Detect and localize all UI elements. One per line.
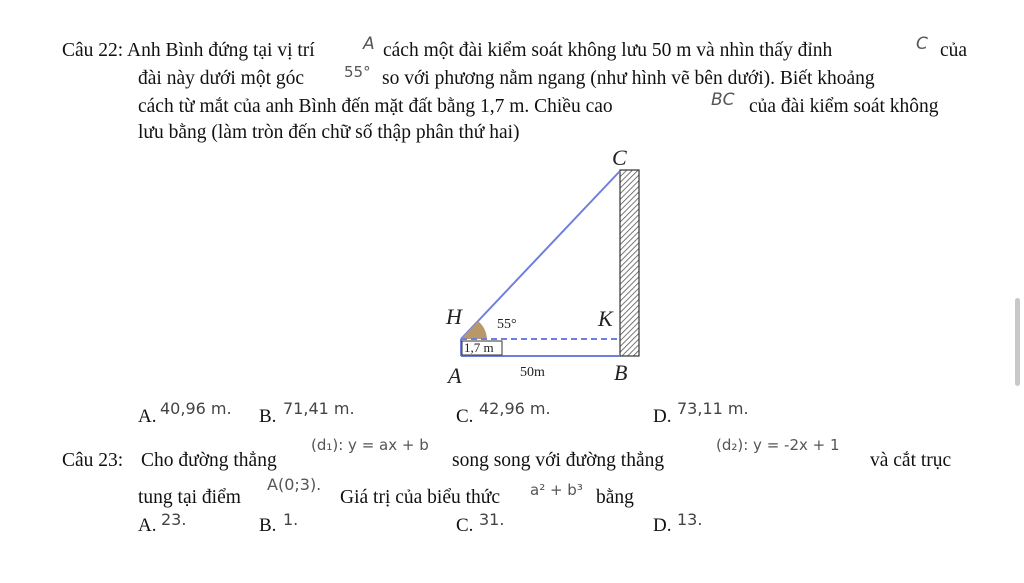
height-label: 1,7 m [464, 340, 494, 355]
label-B: B [614, 360, 628, 385]
vertical-scrollbar[interactable] [1015, 298, 1020, 386]
var-C: C [916, 34, 928, 54]
distance-label: 50m [520, 365, 545, 380]
q22-option-a-value: 40,96 m. [160, 399, 232, 418]
angle-value: 55° [344, 63, 371, 81]
label-A: A [448, 363, 462, 388]
q23-text-b: song song với đường thẳng [452, 450, 665, 471]
line-hc [461, 171, 620, 339]
q22-option-a-letter[interactable]: A. [138, 406, 157, 427]
q22-option-c-value: 42,96 m. [479, 399, 551, 418]
eq-d1: (d₁): y = ax + b [311, 436, 429, 454]
q22-option-d-value: 73,11 m. [677, 399, 749, 418]
q23-option-b-value: 1. [283, 510, 299, 529]
var-BC: BC [711, 90, 735, 110]
q22-option-b-value: 71,41 m. [283, 399, 355, 418]
label-K: K [598, 306, 613, 331]
q22-line-2-a: đài này dưới một góc [138, 68, 305, 89]
tower-figure [430, 140, 670, 390]
q22-line-2-b: so với phương nằm ngang (như hình vẽ bên dưới). Biết khoảng [382, 68, 875, 89]
q22-line-3-b: của đài kiểm soát không [749, 96, 939, 117]
q23-option-d-letter[interactable]: D. [653, 515, 672, 536]
tower-bc [620, 170, 639, 356]
q23-option-d-value: 13. [677, 510, 703, 529]
label-H: H [446, 304, 462, 329]
q23-line-2-b: Giá trị của biểu thức [340, 487, 501, 508]
q23-option-c-value: 31. [479, 510, 505, 529]
q23-text-a: Cho đường thẳng [141, 450, 277, 471]
q23-option-a-letter[interactable]: A. [138, 515, 157, 536]
q23-option-c-letter[interactable]: C. [456, 515, 474, 536]
expression: a² + b³ [530, 481, 583, 499]
q22-line-1-c: của [940, 40, 968, 61]
var-A: A [363, 34, 375, 54]
eq-d2: (d₂): y = -2x + 1 [716, 436, 840, 454]
q22-line-3-a: cách từ mắt của anh Bình đến mặt đất bằng 1,7 m. Chiều cao [138, 96, 613, 117]
label-C: C [612, 145, 627, 170]
q23-label: Câu 23: [62, 450, 124, 471]
q22-label: Câu 22: [62, 40, 124, 61]
q23-line-2-c: bằng [596, 487, 634, 508]
q23-line-2-a: tung tại điểm [138, 487, 241, 508]
q22-line-1-b: cách một đài kiểm soát không lưu 50 m và nhìn thấy đỉnh [383, 40, 833, 61]
q23-text-c: và cắt trục [870, 450, 952, 471]
q23-option-a-value: 23. [161, 510, 187, 529]
q22-option-d-letter[interactable]: D. [653, 406, 672, 427]
angle-label: 55° [497, 317, 517, 332]
q23-option-b-letter[interactable]: B. [259, 515, 277, 536]
q22-option-b-letter[interactable]: B. [259, 406, 277, 427]
q22-option-c-letter[interactable]: C. [456, 406, 474, 427]
angle-wedge [461, 321, 487, 339]
point-A: A(0;3). [267, 475, 322, 494]
q22-line-1: Câu 22: Anh Bình đứng tại vị trí [62, 40, 315, 61]
q22-line-4: lưu bằng (làm tròn đến chữ số thập phân thứ hai) [138, 122, 520, 143]
